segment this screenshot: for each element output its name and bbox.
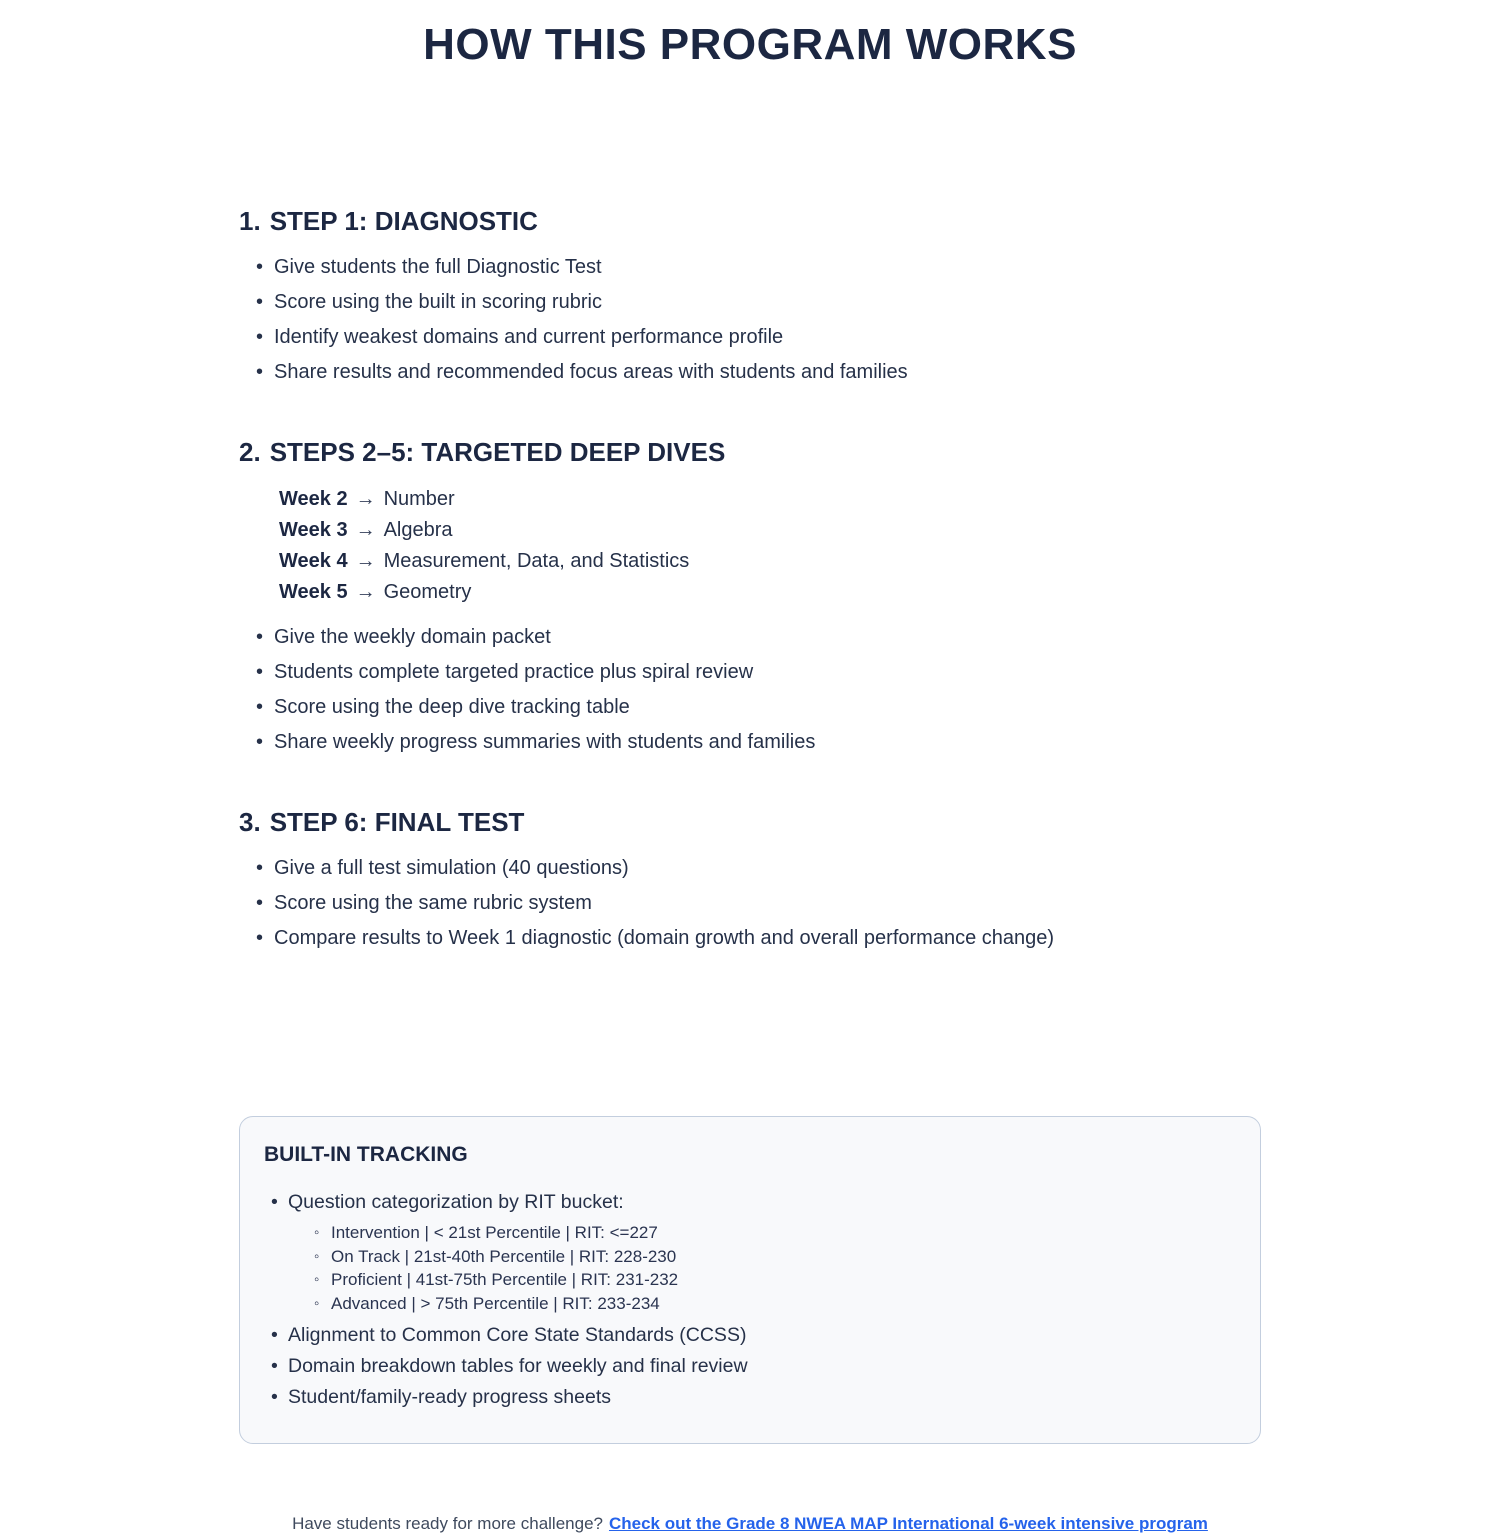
arrow-right-icon: →: [355, 488, 376, 510]
section-number: 3.: [239, 807, 261, 837]
week-row: [279, 515, 1261, 546]
section-steps-2-5-deep-dives: [239, 437, 1261, 760]
arrow-right-icon: →: [355, 581, 376, 603]
week-label: Week 5: [279, 581, 348, 603]
week-row: [279, 546, 1261, 577]
rit-bucket-item: ◦ Advanced | > 75th Percentile | RIT: 233-234: [314, 1292, 1232, 1316]
footer: [239, 1514, 1261, 1534]
week-label: Week 4: [279, 550, 348, 572]
week-domain: Algebra: [383, 519, 453, 541]
week-domain: Measurement, Data, and Statistics: [383, 550, 690, 572]
rit-bucket-item: ◦ Proficient | 41st-75th Percentile | RIT: 231-232: [314, 1268, 1232, 1292]
bullet-item: • Alignment to Common Core State Standards (CCSS): [264, 1320, 1232, 1351]
tracking-panel-heading: BUILT-IN TRACKING: [264, 1143, 468, 1166]
tracking-bullet-list: [264, 1187, 1232, 1413]
bullet-item: • Score using the deep dive tracking table: [239, 690, 1261, 725]
week-domain: Number: [383, 488, 455, 510]
bullet-list: [239, 620, 1261, 760]
section-step-6-final-test: [239, 807, 1261, 956]
bullet-item: [264, 1187, 1232, 1315]
bullet-item: • Give a full test simulation (40 questions): [239, 851, 1261, 886]
bullet-item: • Score using the built in scoring rubric: [239, 285, 1261, 320]
rit-bucket-item: ◦ Intervention | < 21st Percentile | RIT: <=227: [314, 1221, 1232, 1245]
arrow-right-icon: →: [355, 550, 376, 572]
rit-bucket-item: ◦ On Track | 21st-40th Percentile | RIT: 228-230: [314, 1245, 1232, 1269]
bullet-item: • Students complete targeted practice plus spiral review: [239, 655, 1261, 690]
bullet-item: • Student/family-ready progress sheets: [264, 1382, 1232, 1413]
page-title: HOW THIS PROGRAM WORKS: [423, 20, 1077, 69]
week-row: [279, 577, 1261, 608]
section-heading: [239, 206, 1261, 237]
document-body: [239, 206, 1261, 1534]
bullet-item: • Share weekly progress summaries with students and families: [239, 725, 1261, 760]
bullet-item: • Domain breakdown tables for weekly and final review: [264, 1351, 1232, 1382]
arrow-right-icon: →: [355, 519, 376, 541]
bullet-item: • Compare results to Week 1 diagnostic (domain growth and overall performance change): [239, 921, 1261, 956]
bullet-item: • Give the weekly domain packet: [239, 620, 1261, 655]
section-heading: [239, 437, 1261, 468]
week-domain: Geometry: [383, 581, 472, 603]
bullet-list: [239, 851, 1261, 956]
bullet-item: • Share results and recommended focus areas with students and families: [239, 355, 1261, 390]
built-in-tracking-panel: [239, 1116, 1261, 1444]
bullet-item: • Score using the same rubric system: [239, 886, 1261, 921]
week-label: Week 3: [279, 519, 348, 541]
section-number: 1.: [239, 206, 261, 236]
bullet-item: • Identify weakest domains and current performance profile: [239, 320, 1261, 355]
bullet-text: Question categorization by RIT bucket:: [288, 1191, 624, 1213]
challenge-program-link[interactable]: Check out the Grade 8 NWEA MAP International 6-week intensive program: [608, 1514, 1208, 1533]
section-heading: [239, 807, 1261, 838]
week-schedule: [279, 484, 1261, 608]
section-heading-text: STEP 1: DIAGNOSTIC: [269, 206, 538, 236]
section-heading-text: STEP 6: FINAL TEST: [269, 807, 525, 837]
week-row: [279, 484, 1261, 515]
bullet-list: [239, 250, 1261, 390]
bullet-item: • Give students the full Diagnostic Test: [239, 250, 1261, 285]
section-number: 2.: [239, 437, 261, 467]
section-step-1-diagnostic: [239, 206, 1261, 390]
footer-prompt-text: Have students ready for more challenge?: [292, 1514, 603, 1533]
section-heading-text: STEPS 2–5: TARGETED DEEP DIVES: [269, 437, 726, 467]
rit-bucket-list: [314, 1221, 1232, 1315]
week-label: Week 2: [279, 488, 348, 510]
